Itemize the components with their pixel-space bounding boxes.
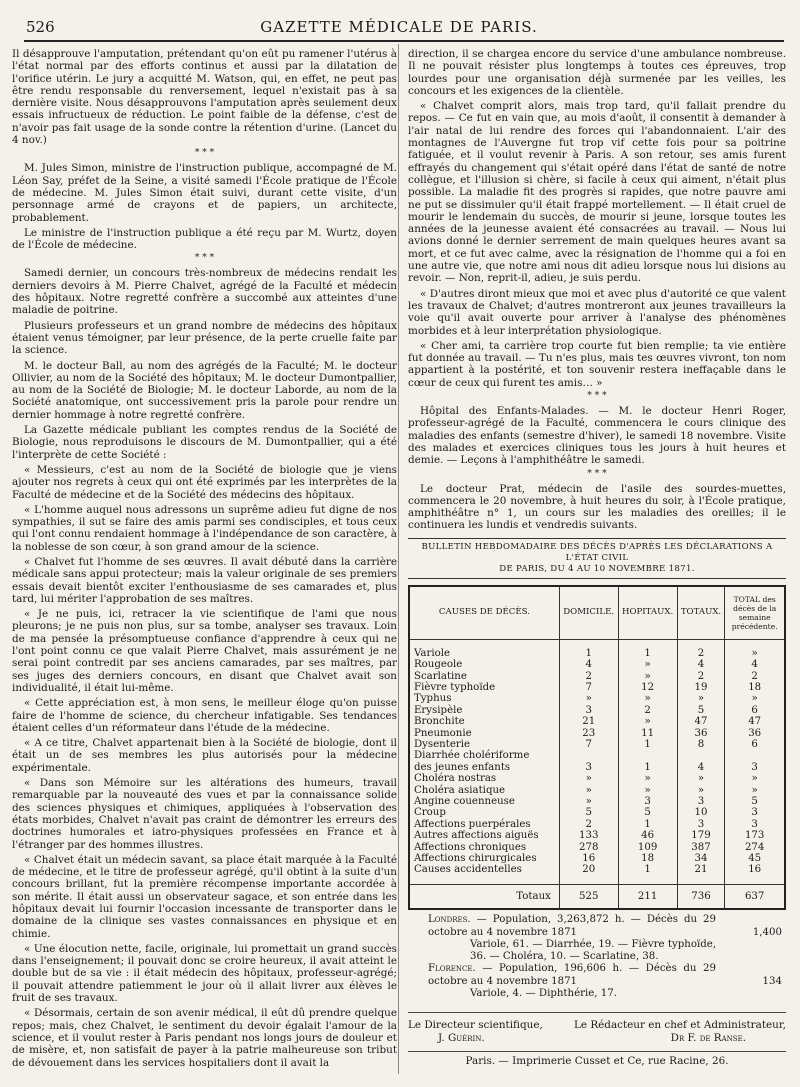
cause-cell: Affections chroniques xyxy=(409,842,559,853)
count-cell: 36 xyxy=(677,728,725,739)
count-cell: 3 xyxy=(725,807,785,818)
cause-cell: Variole xyxy=(409,648,559,659)
count-cell: 3 xyxy=(677,819,725,830)
count-cell: 1 xyxy=(618,819,677,830)
article-paragraph: M. le docteur Ball, au nom des agrégés de la Faculté; M. le docteur Ollivier, au nom de la Société des hôpitaux; M. le docteur Dumontpallier, au nom de la Société de Biologie; M. le docteur Laborde, au nom de la Société anatomique, ont successivement pris la parole pour rendre un dernier hommage à notre regretté confrère. xyxy=(12,359,397,421)
table-row xyxy=(409,648,785,659)
column-header: TOTAL des décès de la semaine précédente. xyxy=(725,586,785,640)
count-cell: 5 xyxy=(618,807,677,818)
count-cell: 4 xyxy=(677,762,725,773)
table-row xyxy=(409,773,785,784)
speech-paragraph: « Chalvet était un médecin savant, sa place était marquée à la Faculté de médecine, et le titre de professeur agrégé, qu'il obtint à la suite d'un concours brillant, fut la première récompense importante accordée à son mérite. Il était aussi un observateur sagace, et son entrée dans les hôpitaux devait lui fournir l'occasion incessante de transporter dans le domaine de la clinique ses vastes connaissances en physique et en chimie. xyxy=(12,853,397,940)
table-row xyxy=(409,693,785,704)
count-cell: 11 xyxy=(618,728,677,739)
table-row xyxy=(409,864,785,875)
cause-cell: Angine couenneuse xyxy=(409,796,559,807)
count-cell: » xyxy=(677,773,725,784)
count-cell: 4 xyxy=(725,659,785,670)
london-stats: Londres. — Population, 3,263,872 h. — Décès du 29 octobre au 4 novembre 1871 1,400 xyxy=(428,914,782,938)
count-cell: » xyxy=(618,659,677,670)
page-footer xyxy=(408,1012,786,1068)
bulletin-title: BULLETIN HEBDOMADAIRE DES DÉCÈS D'APRÈS LES DÉCLARATIONS A L'ÉTAT CIVIL DE PARIS, DU 4 AU 10 NOVEMBRE 1871. xyxy=(408,538,786,579)
speech-paragraph: « Dans son Mémoire sur les altérations des humeurs, travail remarquable par la nouveauté des vues et par la connaissance solide des sciences physiques et chimiques, appliquées à l'observation des états morbides, Chalvet n'avait pas craint de démontrer les erreurs des doctrines humorales et iatro-physiques professées en France et à l'étranger par des hommes illustres. xyxy=(12,777,397,851)
count-cell: 36 xyxy=(725,728,785,739)
count-cell: 1 xyxy=(618,648,677,659)
header-rule xyxy=(24,40,784,42)
count-cell: » xyxy=(559,693,618,704)
count-cell: 133 xyxy=(559,830,618,841)
table-row xyxy=(409,830,785,841)
table-row xyxy=(409,671,785,682)
column-divider xyxy=(398,44,399,1074)
column-header: DOMICILE. xyxy=(559,586,618,640)
count-cell: » xyxy=(618,716,677,727)
count-cell: » xyxy=(618,671,677,682)
cause-cell: Fièvre typhoïde xyxy=(409,682,559,693)
table-header-row xyxy=(409,586,785,640)
speech-paragraph: « Cher ami, ta carrière trop courte fut bien remplie; ta vie entière fut donnée au travail. — Tu n'es plus, mais tes œuvres vivront, ton nom appartient à la postérité, et ton souvenir restera ineffaçable dans le cœur de ceux qui furent tes amis… » xyxy=(408,339,786,389)
table-row xyxy=(409,705,785,716)
table-body xyxy=(409,639,785,909)
count-cell: 179 xyxy=(677,830,725,841)
section-separator: * * * xyxy=(587,468,607,479)
count-cell: 5 xyxy=(559,807,618,818)
count-cell: » xyxy=(559,785,618,796)
count-cell: 387 xyxy=(677,842,725,853)
column-header: HOPITAUX. xyxy=(618,586,677,640)
count-cell: 21 xyxy=(677,864,725,875)
count-cell: » xyxy=(559,773,618,784)
count-cell: 1 xyxy=(559,648,618,659)
article-paragraph: M. Jules Simon, ministre de l'instruction publique, accompagné de M. Léon Say, préfet de la Seine, a visité samedi l'École pratique de l'École de médecine. M. Jules Simon était suivi, durant cette visite, d'un personnage armé de crayons et de papiers, un architecte, probablement. xyxy=(12,162,397,224)
table-row xyxy=(409,842,785,853)
count-cell: » xyxy=(677,693,725,704)
speech-paragraph: « Désormais, certain de son avenir médical, il eût dû prendre quelque repos; mais, chez Chalvet, le sentiment du devoir égalait l'amour de la science, et il voulut rester à Paris pendant nos longs jours de douleur et de misère, et, non satisfait de payer à la patrie malheureuse son tribut de dévouement dans les services hospitaliers dont il avait la xyxy=(12,1007,397,1069)
count-cell: 45 xyxy=(725,853,785,864)
count-cell: 1 xyxy=(618,864,677,875)
table-row xyxy=(409,785,785,796)
column-header: TOTAUX. xyxy=(677,586,725,640)
count-cell: 47 xyxy=(677,716,725,727)
count-cell: 16 xyxy=(559,853,618,864)
section-separator: * * * xyxy=(587,391,607,402)
cause-cell: Autres affections aiguës xyxy=(409,830,559,841)
count-cell: » xyxy=(618,693,677,704)
count-cell: 173 xyxy=(725,830,785,841)
table-spacer xyxy=(409,639,785,648)
count-cell: 21 xyxy=(559,716,618,727)
speech-paragraph: « A ce titre, Chalvet appartenait bien à la Société de biologie, dont il était un de ses membres les plus autorisés pour la médecine expérimentale. xyxy=(12,737,397,774)
florence-stats: Florence. — Population, 196,606 h. — Décès du 29 octobre au 4 novembre 1871 134 xyxy=(428,963,782,987)
count-cell: » xyxy=(559,796,618,807)
cause-cell: Pneumonie xyxy=(409,728,559,739)
cause-cell: Bronchite xyxy=(409,716,559,727)
count-cell: 2 xyxy=(559,819,618,830)
speech-paragraph: « Chalvet comprit alors, mais trop tard, qu'il fallait prendre du repos. — Ce fut en vain que, au mois d'août, il consentit à demander à l'air natal de lui rendre des forces qui l'abandonnaient. L'air des montagnes de l'Auvergne fut trop vif cette fois pour sa poitrine fatiguée, et il voulut revenir à Paris. A son retour, ses amis furent effrayés du changement qui s'était opéré dans l'état de santé de notre collègue, et l'illusion si chère, si facile à ceux qui aiment, n'était plus possible. La maladie fit des progrès si rapides, que notre pauvre ami ne put se dissimuler qu'il était frappé mortellement. — Il était cruel de mourir le lendemain du succès, de mourir si jeune, lorsque toutes les années de la jeunesse avaient été consacrées au travail. — Nous lui avions donné le dernier serrement de main quelques heures avant sa mort, et ce fut avec calme, avec la résignation de l'homme qui a foi en une autre vie, que notre ami nous dit adieu lorsque nous lui disions au revoir. — Non, reprit-il, adieu, je suis perdu. xyxy=(408,100,786,285)
cause-cell: Affections puerpérales xyxy=(409,819,559,830)
london-detail: Variole, 61. — Diarrhée, 19. — Fièvre typhoïde, 36. — Choléra, 10. — Scarlatine, 38. xyxy=(470,938,716,963)
table-row xyxy=(409,659,785,670)
foreign-cities xyxy=(408,914,786,1000)
speech-paragraph: « D'autres diront mieux que moi et avec plus d'autorité ce que valent les travaux de Chalvet; d'autres montreront aux jeunes travailleurs la voie qu'il avait ouverte pour arriver à l'analyse des phénomènes morbides et à leur interprétation physiologique. xyxy=(408,287,786,337)
table-row xyxy=(409,739,785,750)
count-cell: » xyxy=(677,785,725,796)
count-cell: 12 xyxy=(618,682,677,693)
count-cell: 6 xyxy=(725,705,785,716)
count-cell xyxy=(559,750,618,761)
count-cell: 1 xyxy=(618,762,677,773)
speech-paragraph: « Messieurs, c'est au nom de la Société de biologie que je viens ajouter nos regrets à ceux qui ont été exprimés par les interprètes de la Faculté de médecine et de la Société des médecins des hôpitaux. xyxy=(12,463,397,501)
table-row xyxy=(409,807,785,818)
totals-row xyxy=(409,884,785,909)
count-cell: » xyxy=(725,785,785,796)
count-cell: 274 xyxy=(725,842,785,853)
count-cell: 47 xyxy=(725,716,785,727)
section-separator: * * * xyxy=(194,148,215,159)
article-paragraph: La Gazette médicale publiant les comptes rendus de la Société de Biologie, nous reproduisons le discours de M. Dumontpallier, qui a été l'interprète de cette Société : xyxy=(12,424,397,461)
total-cell: 525 xyxy=(559,884,618,909)
count-cell: 1 xyxy=(618,739,677,750)
cause-cell: Dysenterie xyxy=(409,739,559,750)
cause-cell: Scarlatine xyxy=(409,671,559,682)
cause-cell: des jeunes enfants xyxy=(409,762,559,773)
speech-paragraph: « L'homme auquel nous adressons un suprême adieu fut digne de nos sympathies, il sut se faire des amis parmi ses condisciples, et tous ceux qui l'ont connu rendaient hommage à l'indépendance de son caractère, à la noblesse de son cœur, à son grand amour de la science. xyxy=(12,503,397,553)
count-cell: 7 xyxy=(559,682,618,693)
count-cell: 2 xyxy=(677,648,725,659)
count-cell: 46 xyxy=(618,830,677,841)
table-row xyxy=(409,682,785,693)
count-cell: » xyxy=(725,773,785,784)
count-cell: 23 xyxy=(559,728,618,739)
count-cell: 3 xyxy=(618,796,677,807)
page-header xyxy=(14,18,784,40)
count-cell: 10 xyxy=(677,807,725,818)
florence-total: 134 xyxy=(762,975,782,987)
florence-detail: Variole, 4. — Diphthérie, 17. xyxy=(470,988,617,999)
cause-cell: Erysipèle xyxy=(409,705,559,716)
count-cell: 4 xyxy=(559,659,618,670)
article-paragraph: Il désapprouve l'amputation, prétendant qu'on eût pu ramener l'utérus à l'état normal par des efforts continus et aussi par la dilatation de l'orifice utérin. Le jury a acquitté M. Watson, qui, en effet, ne peut pas être rendu responsable du renversement, lequel n'existait pas à sa dernière visite. Nous désapprouvons l'amputation après seulement deux essais infructueux de réduction. Le point faible de la défense, c'est de n'avoir pas fait usage de la sonde contre la rétention d'urine. (Lancet du 4 nov.) xyxy=(12,48,397,147)
count-cell: 18 xyxy=(725,682,785,693)
cause-cell: Diarrhée cholériforme xyxy=(409,750,559,761)
count-cell xyxy=(677,750,725,761)
table-row xyxy=(409,796,785,807)
count-cell: 5 xyxy=(677,705,725,716)
count-cell: 2 xyxy=(559,671,618,682)
cause-cell: Typhus xyxy=(409,693,559,704)
count-cell: » xyxy=(618,785,677,796)
count-cell: 2 xyxy=(618,705,677,716)
count-cell: 16 xyxy=(725,864,785,875)
count-cell: 18 xyxy=(618,853,677,864)
count-cell: 2 xyxy=(677,671,725,682)
cause-cell: Croup xyxy=(409,807,559,818)
article-paragraph: Samedi dernier, un concours très-nombreux de médecins rendait les derniers devoirs à M. Pierre Chalvet, agrégé de la Faculté et médecin des hôpitaux. Notre regretté confrère a succombé aux atteintes d'une maladie de poitrine. xyxy=(12,267,397,317)
speech-paragraph: « Chalvet fut l'homme de ses œuvres. Il avait débuté dans la carrière médicale sans appui protecteur; mais la valeur originale de ses premiers essais devait bientôt exciter l'enthousiasme de ses camarades et, plus tard, lui mériter l'approbation de ses maîtres. xyxy=(12,555,397,605)
signature-labels: Le Directeur scientifique, Le Rédacteur en chef et Administrateur, xyxy=(408,1019,786,1031)
count-cell: 4 xyxy=(677,659,725,670)
total-cell: 736 xyxy=(677,884,725,909)
count-cell: 3 xyxy=(725,819,785,830)
news-paragraph: Hôpital des Enfants-Malades. — M. le docteur Henri Roger, professeur-agrégé de la Faculté, commencera le cours clinique des maladies des enfants (semestre d'hiver), le samedi 18 novembre. Visite des malades et exercices cliniques tous les jours à huit heures et demie. — Leçons à l'amphithéâtre le samedi. xyxy=(408,405,786,467)
left-column xyxy=(12,48,397,1072)
count-cell: 109 xyxy=(618,842,677,853)
cause-cell: Rougeole xyxy=(409,659,559,670)
section-separator: * * * xyxy=(194,253,215,264)
printer-imprint: Paris. — Imprimerie Cusset et Ce, rue Racine, 26. xyxy=(408,1051,786,1068)
news-paragraph: Le docteur Prat, médecin de l'asile des sourdes-muettes, commencera le 20 novembre, à huit heures du soir, à l'École pratique, amphithéâtre n° 1, un cours sur les maladies des oreilles; il le continuera les lundis et vendredis suivants. xyxy=(408,482,786,532)
table-row xyxy=(409,728,785,739)
count-cell: 34 xyxy=(677,853,725,864)
table-row xyxy=(409,819,785,830)
table-spacer xyxy=(409,876,785,885)
speech-paragraph: direction, il se chargea encore du service d'une ambulance nombreuse. Il ne pouvait résister plus longtemps à toutes ces épreuves, trop lourdes pour une organisation déjà surmenée par les veilles, les concours et les exigences de la clientèle. xyxy=(408,48,786,97)
total-cell: 637 xyxy=(725,884,785,909)
count-cell: 19 xyxy=(677,682,725,693)
totals-label: Totaux xyxy=(409,884,559,909)
count-cell: 8 xyxy=(677,739,725,750)
column-header: CAUSES DE DÉCÈS. xyxy=(409,586,559,640)
count-cell: 3 xyxy=(559,705,618,716)
signature-names: J. Guérin. Dr F. de Ranse. xyxy=(438,1032,746,1044)
count-cell: » xyxy=(725,648,785,659)
cause-cell: Choléra asiatique xyxy=(409,785,559,796)
count-cell: 3 xyxy=(559,762,618,773)
count-cell: » xyxy=(725,693,785,704)
count-cell: 6 xyxy=(725,739,785,750)
article-paragraph: Le ministre de l'instruction publique a été reçu par M. Wurtz, doyen de l'École de médecine. xyxy=(12,226,397,252)
count-cell xyxy=(618,750,677,761)
table-row xyxy=(409,716,785,727)
count-cell: 7 xyxy=(559,739,618,750)
table-row xyxy=(409,853,785,864)
count-cell: » xyxy=(618,773,677,784)
cause-cell: Causes accidentelles xyxy=(409,864,559,875)
count-cell: 2 xyxy=(725,671,785,682)
table-row xyxy=(409,750,785,761)
cause-cell: Choléra nostras xyxy=(409,773,559,784)
london-total: 1,400 xyxy=(752,926,782,938)
speech-paragraph: « Une élocution nette, facile, originale, lui promettait un grand succès dans l'enseignement; il pouvait donc se croire heureux, il avait atteint le double but de sa vie : il était médecin des hôpitaux, professeur-agrégé; il pouvait attendre patiemment le jour où il allait livrer aux élèves le fruit de ses travaux. xyxy=(12,942,397,1005)
count-cell: 20 xyxy=(559,864,618,875)
count-cell: 3 xyxy=(677,796,725,807)
count-cell: 3 xyxy=(725,762,785,773)
count-cell: 5 xyxy=(725,796,785,807)
speech-paragraph: « Je ne puis, ici, retracer la vie scientifique de l'ami que nous pleurons; je ne puis non plus, sur sa tombe, analyser ses travaux. Loin de ma pensée la présomptueuse confiance d'apprendre à ceux qui ne l'ont point connu ce que valait Pierre Chalvet, mais assurément je ne serai point contredit par ses anciens camarades, par ses maîtres, par ses juges des derniers concours, en disant que Chalvet avait son individualité, il était lui-même. xyxy=(12,608,397,694)
journal-title: GAZETTE MÉDICALE DE PARIS. xyxy=(260,18,538,36)
deaths-table xyxy=(408,585,786,911)
article-paragraph: Plusieurs professeurs et un grand nombre de médecins des hôpitaux étaient venus témoigner, par leur présence, de la perte cruelle faite par la science. xyxy=(12,319,397,357)
table-row xyxy=(409,762,785,773)
count-cell: 278 xyxy=(559,842,618,853)
total-cell: 211 xyxy=(618,884,677,909)
count-cell xyxy=(725,750,785,761)
cause-cell: Affections chirurgicales xyxy=(409,853,559,864)
speech-paragraph: « Cette appréciation est, à mon sens, le meilleur éloge qu'on puisse faire de l'homme de science, du chercheur infatigable. Ses tendances étaient celles d'un réformateur dans l'étude de la médecine. xyxy=(12,697,397,734)
page-number: 526 xyxy=(26,18,55,36)
right-column xyxy=(408,48,786,1000)
